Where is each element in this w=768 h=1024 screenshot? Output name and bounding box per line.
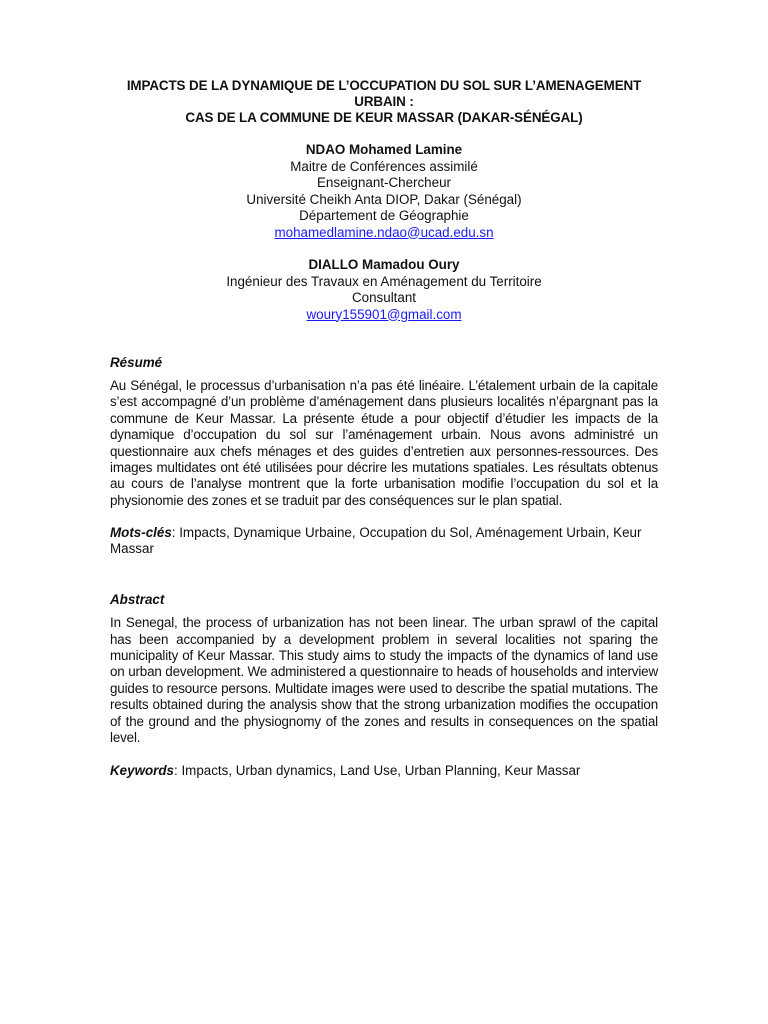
- author-1-email-link[interactable]: mohamedlamine.ndao@ucad.edu.sn: [274, 224, 494, 240]
- author-2-role: Consultant: [351, 290, 417, 305]
- author-2-name: DIALLO Mamadou Oury: [308, 257, 460, 272]
- mots-cles-line: [110, 525, 658, 557]
- keywords-text: : Impacts, Urban dynamics, Land Use, Urban Planning, Keur Massar: [174, 762, 581, 778]
- author-2-email-link[interactable]: woury155901@gmail.com: [306, 306, 462, 322]
- paper-title: [110, 78, 658, 126]
- title-line-1: IMPACTS DE LA DYNAMIQUE DE L’OCCUPATION DU SOL SUR L’AMENAGEMENT URBAIN :: [126, 78, 642, 109]
- abstract-heading: Abstract: [110, 592, 165, 608]
- title-line-2: CAS DE LA COMMUNE DE KEUR MASSAR (DAKAR-SÉNÉGAL): [185, 110, 583, 125]
- author-1-university: Université Cheikh Anta DIOP, Dakar (Sénégal): [246, 191, 522, 207]
- keywords-label: Keywords: [110, 762, 174, 778]
- keywords-line: [110, 763, 658, 779]
- author-1: [110, 142, 658, 241]
- author-1-name: NDAO Mohamed Lamine: [305, 142, 463, 157]
- mots-cles-text: : Impacts, Dynamique Urbaine, Occupation du Sol, Aménagement Urbain, Keur Massar: [110, 525, 642, 557]
- author-2: [110, 257, 658, 323]
- author-1-position: Maitre de Conférences assimilé: [290, 158, 478, 174]
- resume-text: Au Sénégal, le processus d’urbanisation n’a pas été linéaire. L’étalement urbain de la capitale s’est accompagné d’un problème d’aménagement dans plusieurs localités n’épargnant pas la commune de Keur Massar. La présente étude a pour objectif d’étudier les impacts de la dynamique d’occupation du sol sur l’aménagement urbain. Nous avons administré un questionnaire aux chefs ménages et des guides d’entretien aux personnes-ressources. Des images multidates ont été utilisées pour décrire les mutations spatiales. Les résultats obtenus au cours de l’analyse montrent que la forte urbanisation modifie l’occupation du sol et la physionomie des zones et se traduit par des conséquences sur le plan spatial.: [110, 378, 658, 508]
- resume-heading: Résumé: [110, 355, 163, 370]
- abstract-text: In Senegal, the process of urbanization has not been linear. The urban sprawl of the capital has been accompanied by a development problem in several localities not sparing the municipality of Keur Massar. This study aims to study the impacts of the dynamics of land use on urban development. We administered a questionnaire to heads of households and interview guides to resource persons. Multidate images were used to describe the spatial mutations. The results obtained during the analysis show that the strong urbanization modifies the occupation of the ground and the physiognomy of the zones and results in consequences on the spatial level.: [110, 615, 658, 746]
- author-1-role: Enseignant-Chercheur: [317, 175, 451, 190]
- author-2-position: Ingénieur des Travaux en Aménagement du Territoire: [226, 273, 542, 289]
- mots-cles-label: Mots-clés: [110, 525, 172, 541]
- author-1-department: Département de Géographie: [299, 208, 469, 223]
